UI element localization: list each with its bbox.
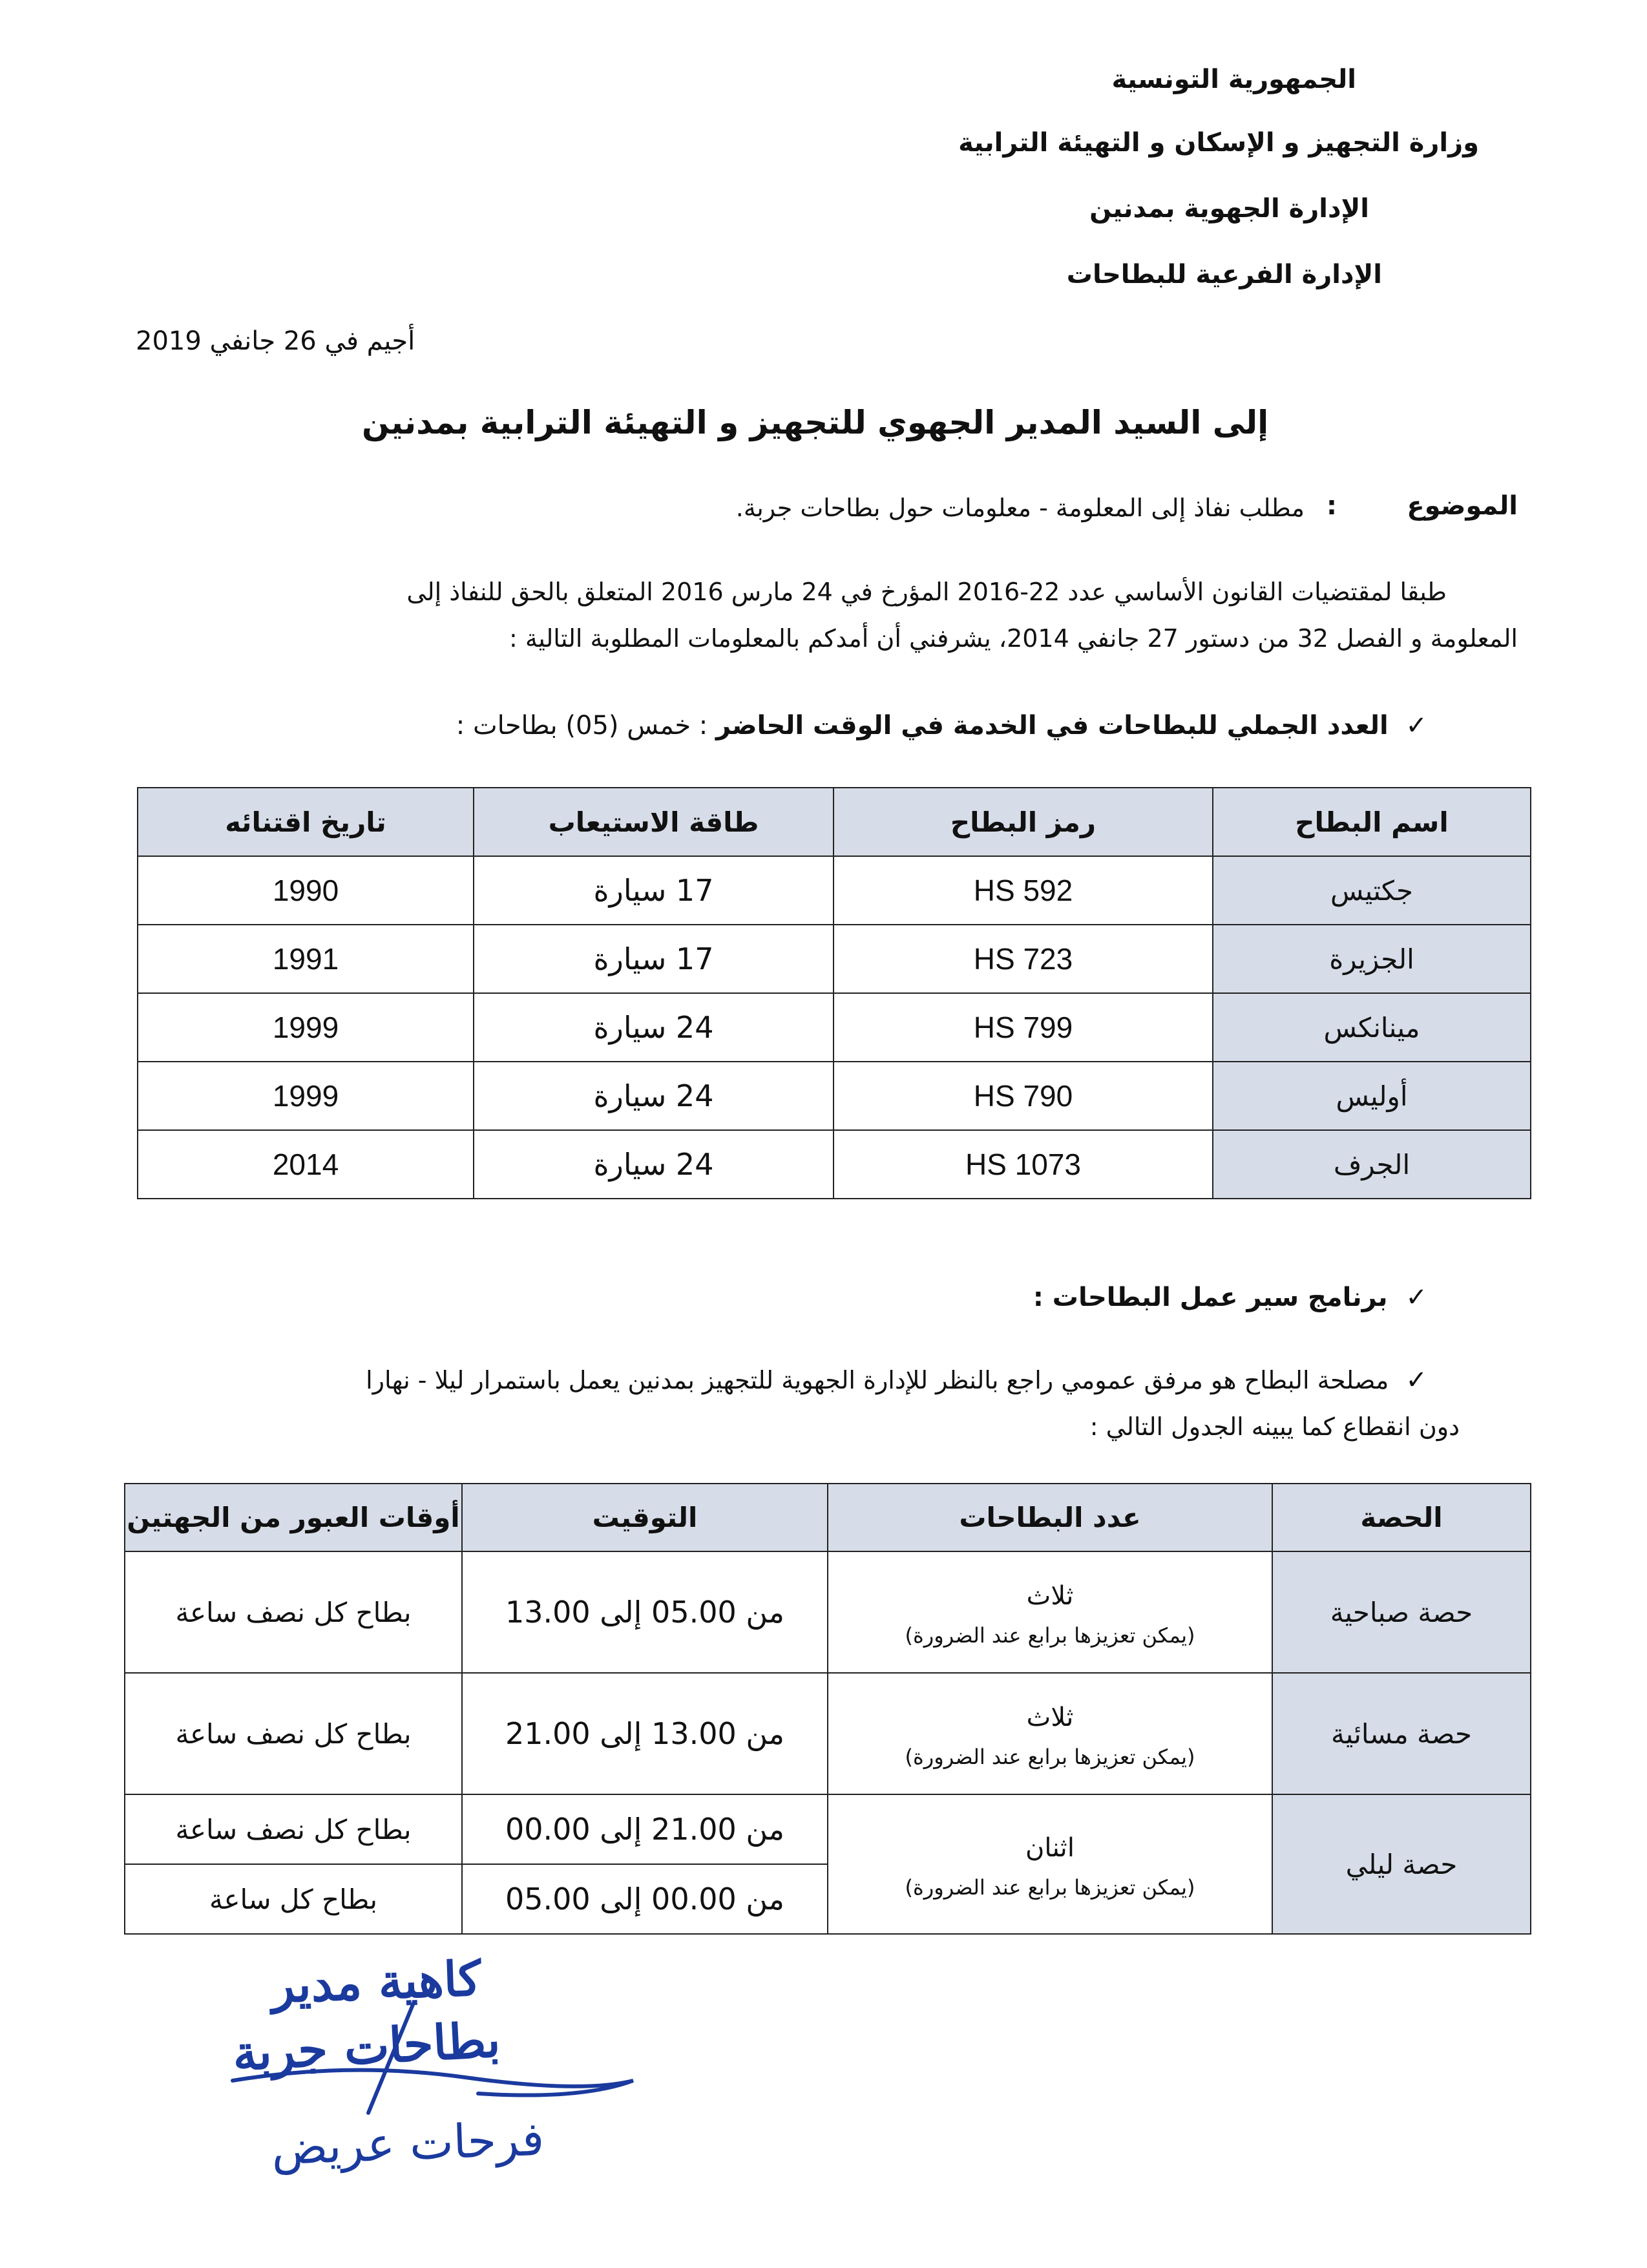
intro-line-2: المعلومة و الفصل 32 من دستور 27 جانفي 2014، يشرفني أن أمدكم بالمعلومات المطلوبة التالية : xyxy=(509,624,1518,653)
check-icon: ✓ xyxy=(1405,711,1427,740)
ferry-year: 1990 xyxy=(138,856,474,925)
ferry-code: HS 723 xyxy=(834,925,1213,993)
shift-name: حصة ليلي xyxy=(1272,1794,1531,1934)
bullet-ferry-count xyxy=(456,711,1427,740)
schedule-title: برنامج سير عمل البطاحات : xyxy=(1033,1283,1388,1312)
ferry-capacity: 24 سيارة xyxy=(474,1130,834,1199)
col-shift: الحصة xyxy=(1272,1484,1531,1551)
shift-name: حصة مسائية xyxy=(1272,1673,1531,1794)
ferry-count-cell xyxy=(828,1551,1272,1673)
table-row xyxy=(138,925,1531,993)
ferry-name: مينانكس xyxy=(1213,993,1531,1062)
bullet-service-description xyxy=(167,1357,1518,1450)
table-row xyxy=(138,993,1531,1062)
ferry-year: 2014 xyxy=(138,1130,474,1199)
ferry-capacity: 17 سيارة xyxy=(474,925,834,993)
shift-time: من 21.00 إلى 00.00 xyxy=(462,1794,828,1864)
service-line-2: دون انقطاع كما يبينه الجدول التالي : xyxy=(1089,1412,1460,1441)
regional-directorate: الإدارة الجهوية بمدنين xyxy=(1089,194,1369,224)
schedule-header-row xyxy=(125,1484,1531,1551)
ferry-code: HS 1073 xyxy=(834,1130,1213,1199)
col-crossing-times: أوقات العبور من الجهتين xyxy=(125,1484,462,1551)
ferry-count-cell xyxy=(828,1794,1272,1934)
check-icon: ✓ xyxy=(1405,1283,1427,1312)
schedule-table xyxy=(124,1483,1531,1935)
col-ferry-count: عدد البطاحات xyxy=(828,1484,1272,1551)
crossing-frequency: بطاح كل ساعة xyxy=(125,1864,462,1934)
ferry-name: الجرف xyxy=(1213,1130,1531,1199)
service-line-1-text: مصلحة البطاح هو مرفق عمومي راجع بالنظر للإدارة الجهوية للتجهيز بمدنين يعمل باستمرار ليلا - نهارا xyxy=(366,1366,1389,1394)
subject-colon: : xyxy=(1327,491,1337,521)
table-row xyxy=(138,1130,1531,1199)
ferry-capacity: 24 سيارة xyxy=(474,993,834,1062)
col-ferry-name: اسم البطاح xyxy=(1213,788,1531,856)
col-acquisition-date: تاريخ اقتنائه xyxy=(138,788,474,856)
reinforcement-note: (يمكن تعزيزها برابع عند الضرورة) xyxy=(905,1745,1195,1769)
col-timing: التوقيت xyxy=(462,1484,828,1551)
shift-name: حصة صباحية xyxy=(1272,1551,1531,1673)
reinforcement-note: (يمكن تعزيزها برابع عند الضرورة) xyxy=(905,1623,1195,1648)
ferry-code: HS 592 xyxy=(834,856,1213,925)
letter-date: أجيم في 26 جانفي 2019 xyxy=(136,326,415,356)
table-row xyxy=(125,1551,1531,1673)
subject-text: مطلب نفاذ إلى المعلومة - معلومات حول بطاحات جربة. xyxy=(735,494,1305,522)
ferry-name: الجزيرة xyxy=(1213,925,1531,993)
table-row xyxy=(125,1794,1531,1864)
subject-label: الموضوع xyxy=(1407,491,1518,521)
check-icon: ✓ xyxy=(1405,1365,1427,1395)
bullet-schedule-title xyxy=(1033,1283,1427,1312)
sub-directorate: الإدارة الفرعية للبطاحات xyxy=(1066,260,1382,289)
shift-time: من 05.00 إلى 13.00 xyxy=(462,1551,828,1673)
intro-paragraph xyxy=(135,569,1518,662)
ministry-title: وزارة التجهيز و الإسكان و التهيئة الترابية xyxy=(958,128,1479,158)
table-row xyxy=(138,856,1531,925)
republic-title: الجمهورية التونسية xyxy=(1111,65,1356,94)
crossing-frequency: بطاح كل نصف ساعة xyxy=(125,1794,462,1864)
ferry-year: 1999 xyxy=(138,1062,474,1130)
ferry-name: أوليس xyxy=(1213,1062,1531,1130)
ferry-name: جكتيس xyxy=(1213,856,1531,925)
table-row xyxy=(125,1673,1531,1794)
ferry-count: اثنان xyxy=(1025,1833,1075,1863)
service-line-1 xyxy=(167,1357,1518,1403)
ferry-capacity: 24 سيارة xyxy=(474,1062,834,1130)
col-capacity: طاقة الاستيعاب xyxy=(474,788,834,856)
crossing-frequency: بطاح كل نصف ساعة xyxy=(125,1673,462,1794)
reinforcement-note: (يمكن تعزيزها برابع عند الضرورة) xyxy=(905,1875,1195,1900)
ferry-count-value: : خمس (05) بطاحات : xyxy=(456,711,708,740)
ferries-table xyxy=(137,787,1531,1199)
col-ferry-code: رمز البطاح xyxy=(834,788,1213,856)
ferry-code: HS 799 xyxy=(834,993,1213,1062)
ferry-year: 1991 xyxy=(138,925,474,993)
signature-scribble xyxy=(220,1990,646,2119)
ferry-capacity: 17 سيارة xyxy=(474,856,834,925)
shift-time: من 00.00 إلى 05.00 xyxy=(462,1864,828,1934)
signatory-name: فرحات عريض xyxy=(270,2111,545,2176)
crossing-frequency: بطاح كل نصف ساعة xyxy=(125,1551,462,1673)
shift-time: من 13.00 إلى 21.00 xyxy=(462,1673,828,1794)
intro-line-1: طبقا لمقتضيات القانون الأساسي عدد 22-2016 المؤرخ في 24 مارس 2016 المتعلق بالحق للنفاذ إلى xyxy=(406,578,1447,606)
ferry-code: HS 790 xyxy=(834,1062,1213,1130)
ferry-count-label: العدد الجملي للبطاحات في الخدمة في الوقت الحاضر xyxy=(716,711,1389,740)
ferry-count: ثلاث xyxy=(1026,1703,1074,1732)
addressee: إلى السيد المدير الجهوي للتجهيز و التهيئة الترابية بمدنين xyxy=(362,404,1269,441)
ferry-year: 1999 xyxy=(138,993,474,1062)
table-row xyxy=(138,1062,1531,1130)
signature-office: بطاحات جربة xyxy=(231,2012,502,2082)
ferry-count-cell xyxy=(828,1673,1272,1794)
signature-title: كاهية مدير xyxy=(270,1951,482,2014)
ferry-count: ثلاث xyxy=(1026,1581,1074,1611)
ferries-header-row xyxy=(138,788,1531,856)
